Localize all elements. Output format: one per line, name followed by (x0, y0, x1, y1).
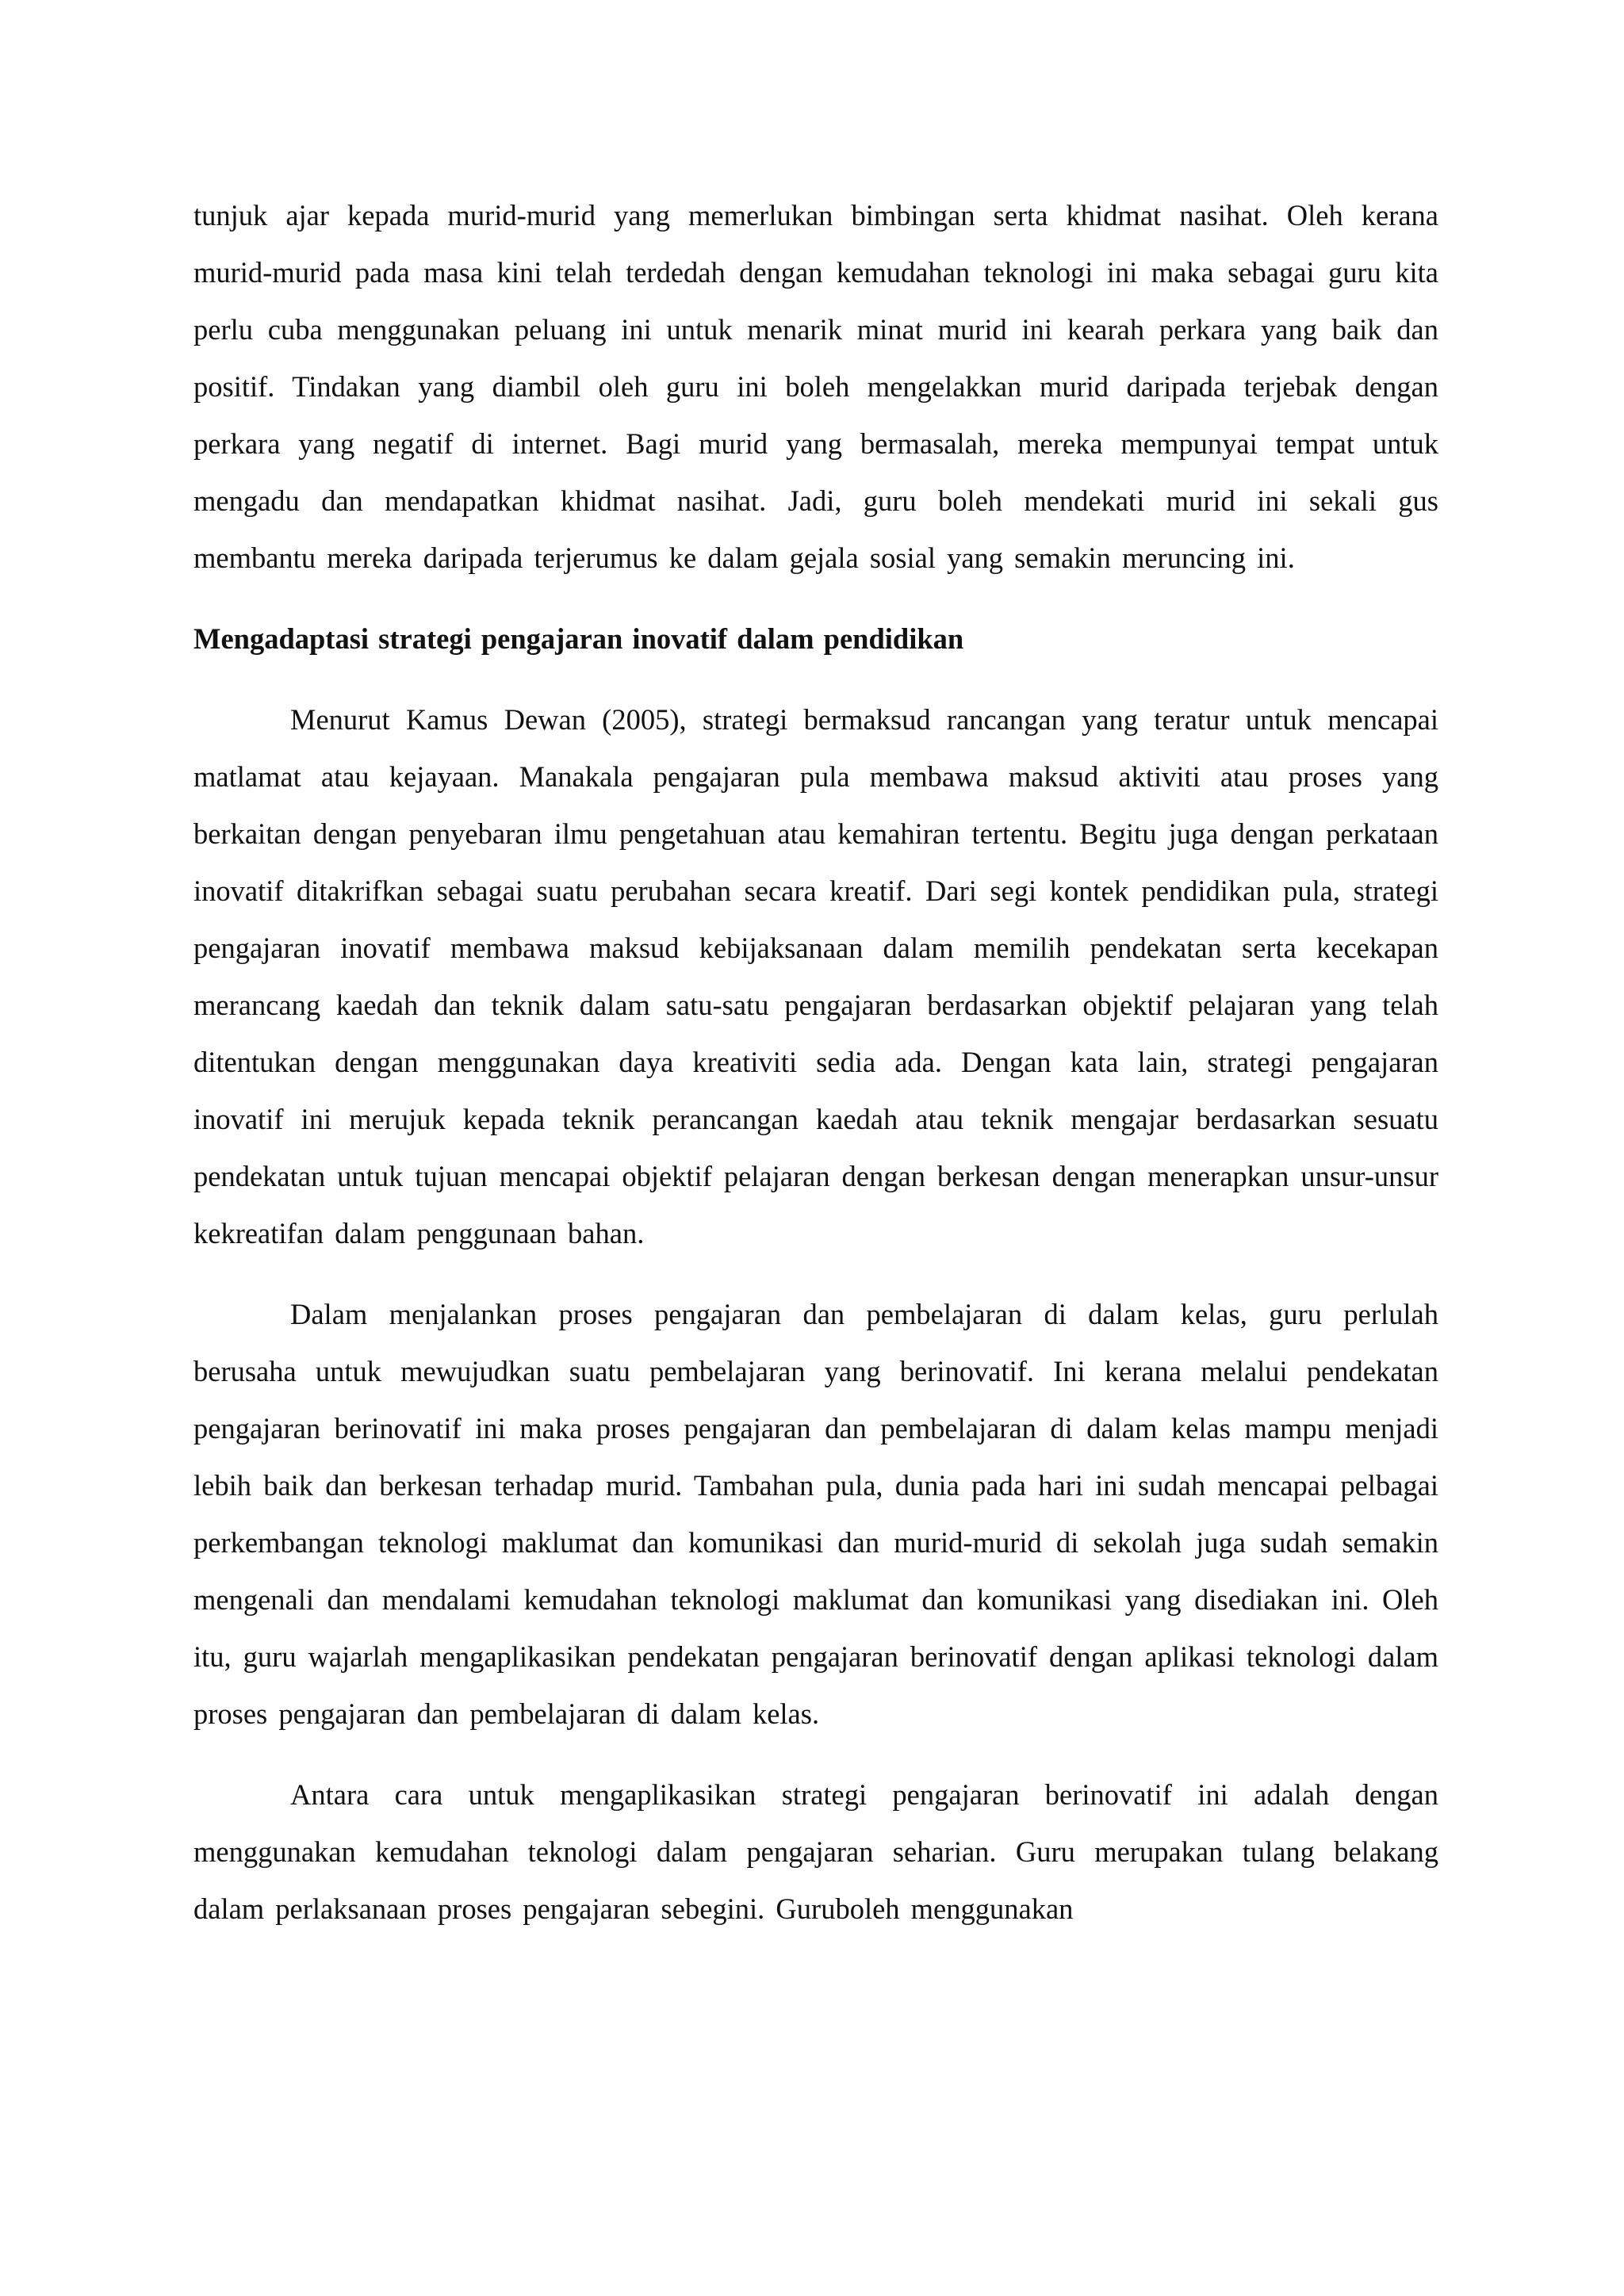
paragraph-classroom: Dalam menjalankan proses pengajaran dan pembelajaran di dalam kelas, guru perlulah berusaha untuk mewujudkan suatu pembelajaran yang berinovatif. Ini kerana melalui pendekatan pengajaran berinovatif ini maka proses pengajaran dan pembelajaran di dalam kelas mampu menjadi lebih baik dan berkesan terhadap murid. Tambahan pula, dunia pada hari ini sudah mencapai pelbagai perkembangan teknologi maklumat dan komunikasi dan murid-murid di sekolah juga sudah semakin mengenali dan mendalami kemudahan teknologi maklumat dan komunikasi yang disediakan ini. Oleh itu, guru wajarlah mengaplikasikan pendekatan pengajaran berinovatif dengan aplikasi teknologi dalam proses pengajaran dan pembelajaran di dalam kelas. (193, 1298, 1438, 1730)
document-body (193, 187, 1438, 1938)
paragraph-definition: Menurut Kamus Dewan (2005), strategi bermaksud rancangan yang teratur untuk mencapai matlamat atau kejayaan. Manakala pengajaran pula membawa maksud aktiviti atau proses yang berkaitan dengan penyebaran ilmu pengetahuan atau kemahiran tertentu. Begitu juga dengan perkataan inovatif ditakrifkan sebagai suatu perubahan secara kreatif. Dari segi kontek pendidikan pula, strategi pengajaran inovatif membawa maksud kebijaksanaan dalam memilih pendekatan serta kecekapan merancang kaedah dan teknik dalam satu-satu pengajaran berdasarkan objektif pelajaran yang telah ditentukan dengan menggunakan daya kreativiti sedia ada. Dengan kata lain, strategi pengajaran inovatif ini merujuk kepada teknik perancangan kaedah atau teknik mengajar berdasarkan sesuatu pendekatan untuk tujuan mencapai objektif pelajaran dengan berkesan dengan menerapkan unsur-unsur kekreatifan dalam penggunaan bahan. (193, 703, 1438, 1249)
paragraph-continuation: tunjuk ajar kepada murid-murid yang memerlukan bimbingan serta khidmat nasihat. Oleh kerana murid-murid pada masa kini telah terdedah dengan kemudahan teknologi ini maka sebagai guru kita perlu cuba menggunakan peluang ini untuk menarik minat murid ini kearah perkara yang baik dan positif. Tindakan yang diambil oleh guru ini boleh mengelakkan murid daripada terjebak dengan perkara yang negatif di internet. Bagi murid yang bermasalah, mereka mempunyai tempat untuk mengadu dan mendapatkan khidmat nasihat. Jadi, guru boleh mendekati murid ini sekali gus membantu mereka daripada terjerumus ke dalam gejala sosial yang semakin meruncing ini. (193, 199, 1438, 574)
paragraph-application: Antara cara untuk mengaplikasikan strategi pengajaran berinovatif ini adalah dengan menggunakan kemudahan teknologi dalam pengajaran seharian. Guru merupakan tulang belakang dalam perlaksanaan proses pengajaran sebegini. Guruboleh menggunakan (193, 1778, 1438, 1925)
section-heading: Mengadaptasi strategi pengajaran inovatif dalam pendidikan (193, 622, 964, 655)
